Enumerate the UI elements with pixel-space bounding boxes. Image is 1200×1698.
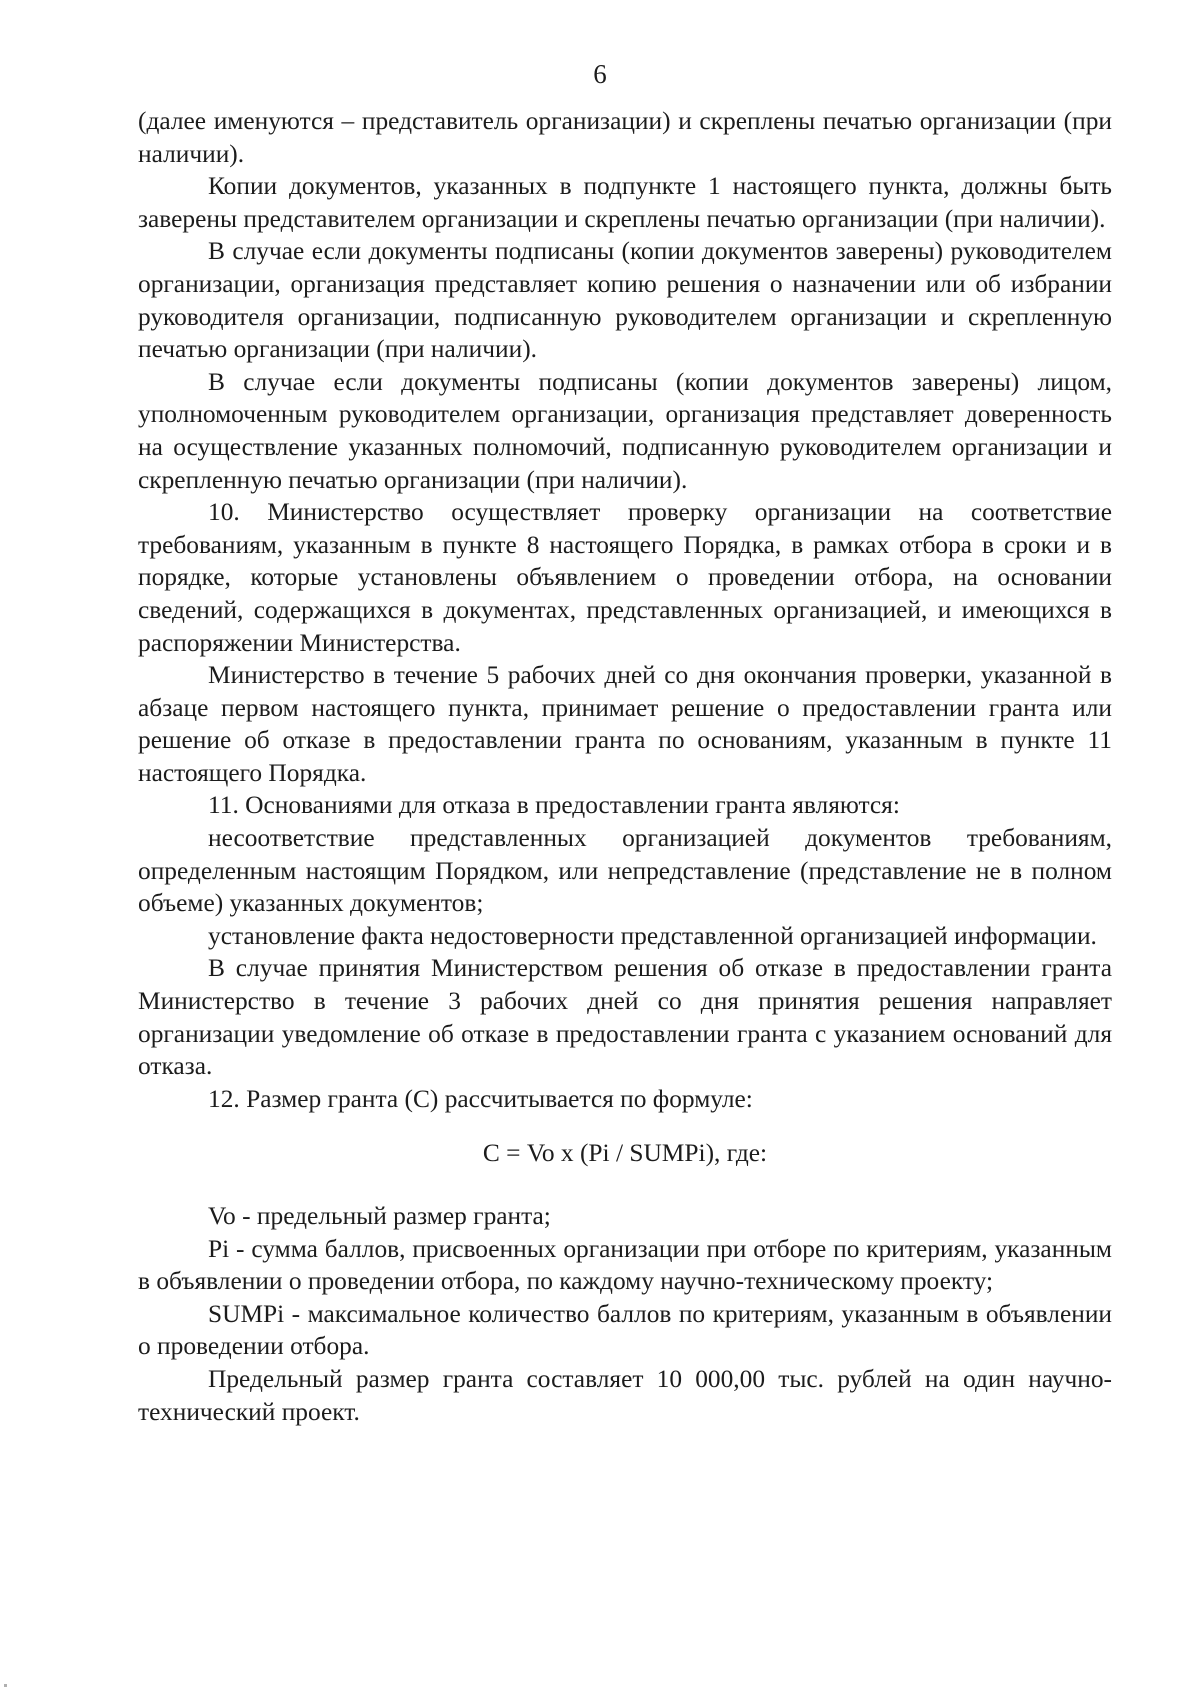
paragraph-sumpi-definition: SUMPi - максимальное количество баллов по критериям, указанным в объявлении о проведении отбора. bbox=[138, 1299, 1112, 1361]
paragraph-clause-12: 12. Размер гранта (С) рассчитывается по формуле: bbox=[208, 1084, 753, 1113]
scan-artifact bbox=[4, 1684, 7, 1687]
grant-formula: С = Vo x (Pi / SUMPi), где: bbox=[482, 1139, 768, 1168]
page-number: 6 bbox=[593, 59, 607, 89]
paragraph-refusal-ground-1: несоответствие представленных организацией документов требованиям, определенным настоящим Порядком, или непредставление (представление не в полном объеме) указанных документов; bbox=[138, 824, 1112, 918]
paragraph-grant-limit: Предельный размер гранта составляет 10 000,00 тыс. рублей на один научно-технический проект. bbox=[138, 1364, 1112, 1426]
paragraph-vo-definition: Vo - предельный размер гранта; bbox=[208, 1202, 551, 1230]
paragraph-pi-definition: Pi - сумма баллов, присвоенных организации при отборе по критериям, указанным в объявлении о проведении отбора, по каждому научно-техническому проекту; bbox=[138, 1234, 1112, 1296]
paragraph-signed-by-authorized-person: В случае если документы подписаны (копии документов заверены) лицом, уполномоченным руководителем организации, организация представляет доверенность на осуществление указанных полномочий, подписанную руководителем организации и скрепленную печатью организации (при наличии). bbox=[138, 367, 1112, 494]
paragraph-decision-term: Министерство в течение 5 рабочих дней со дня окончания проверки, указанной в абзаце первом настоящего пункта, принимает решение о предоставлении гранта или решение об отказе в предоставлении гранта по основаниям, указанным в пункте 11 настоящего Порядка. bbox=[138, 661, 1112, 787]
paragraph-clause-10: 10. Министерство осуществляет проверку организации на соответствие требованиям, указанным в пункте 8 настоящего Порядка, в рамках отбора в сроки и в порядке, которые установлены объявлением о проведении отбора, на основании сведений, содержащихся в документах, представленных организацией, и имеющихся в распоряжении Министерства. bbox=[138, 498, 1112, 657]
document-body bbox=[138, 105, 1112, 1428]
paragraph-signed-by-head: В случае если документы подписаны (копии документов заверены) руководителем организации, организация представляет копию решения о назначении или об избрании руководителя организации, подписанную руководителем организации и скрепленную печатью организации (при наличии). bbox=[138, 237, 1112, 364]
paragraph-clause-11: 11. Основаниями для отказа в предоставлении гранта являются: bbox=[208, 791, 900, 820]
paragraph-refusal-ground-2: установление факта недостоверности представленной организацией информации. bbox=[208, 921, 1097, 950]
paragraph-copies-certification: Копии документов, указанных в подпункте 1 настоящего пункта, должны быть заверены представителем организации и скреплены печатью организации (при наличии). bbox=[138, 172, 1112, 233]
paragraph-refusal-notice: В случае принятия Министерством решения об отказе в предоставлении гранта Министерство в течение 3 рабочих дней со дня принятия решения направляет организации уведомление об отказе в предоставлении гранта с указанием оснований для отказа. bbox=[138, 954, 1112, 1081]
paragraph-continuation: (далее именуются – представитель организации) и скреплены печатью организации (при наличии). bbox=[138, 107, 1112, 168]
